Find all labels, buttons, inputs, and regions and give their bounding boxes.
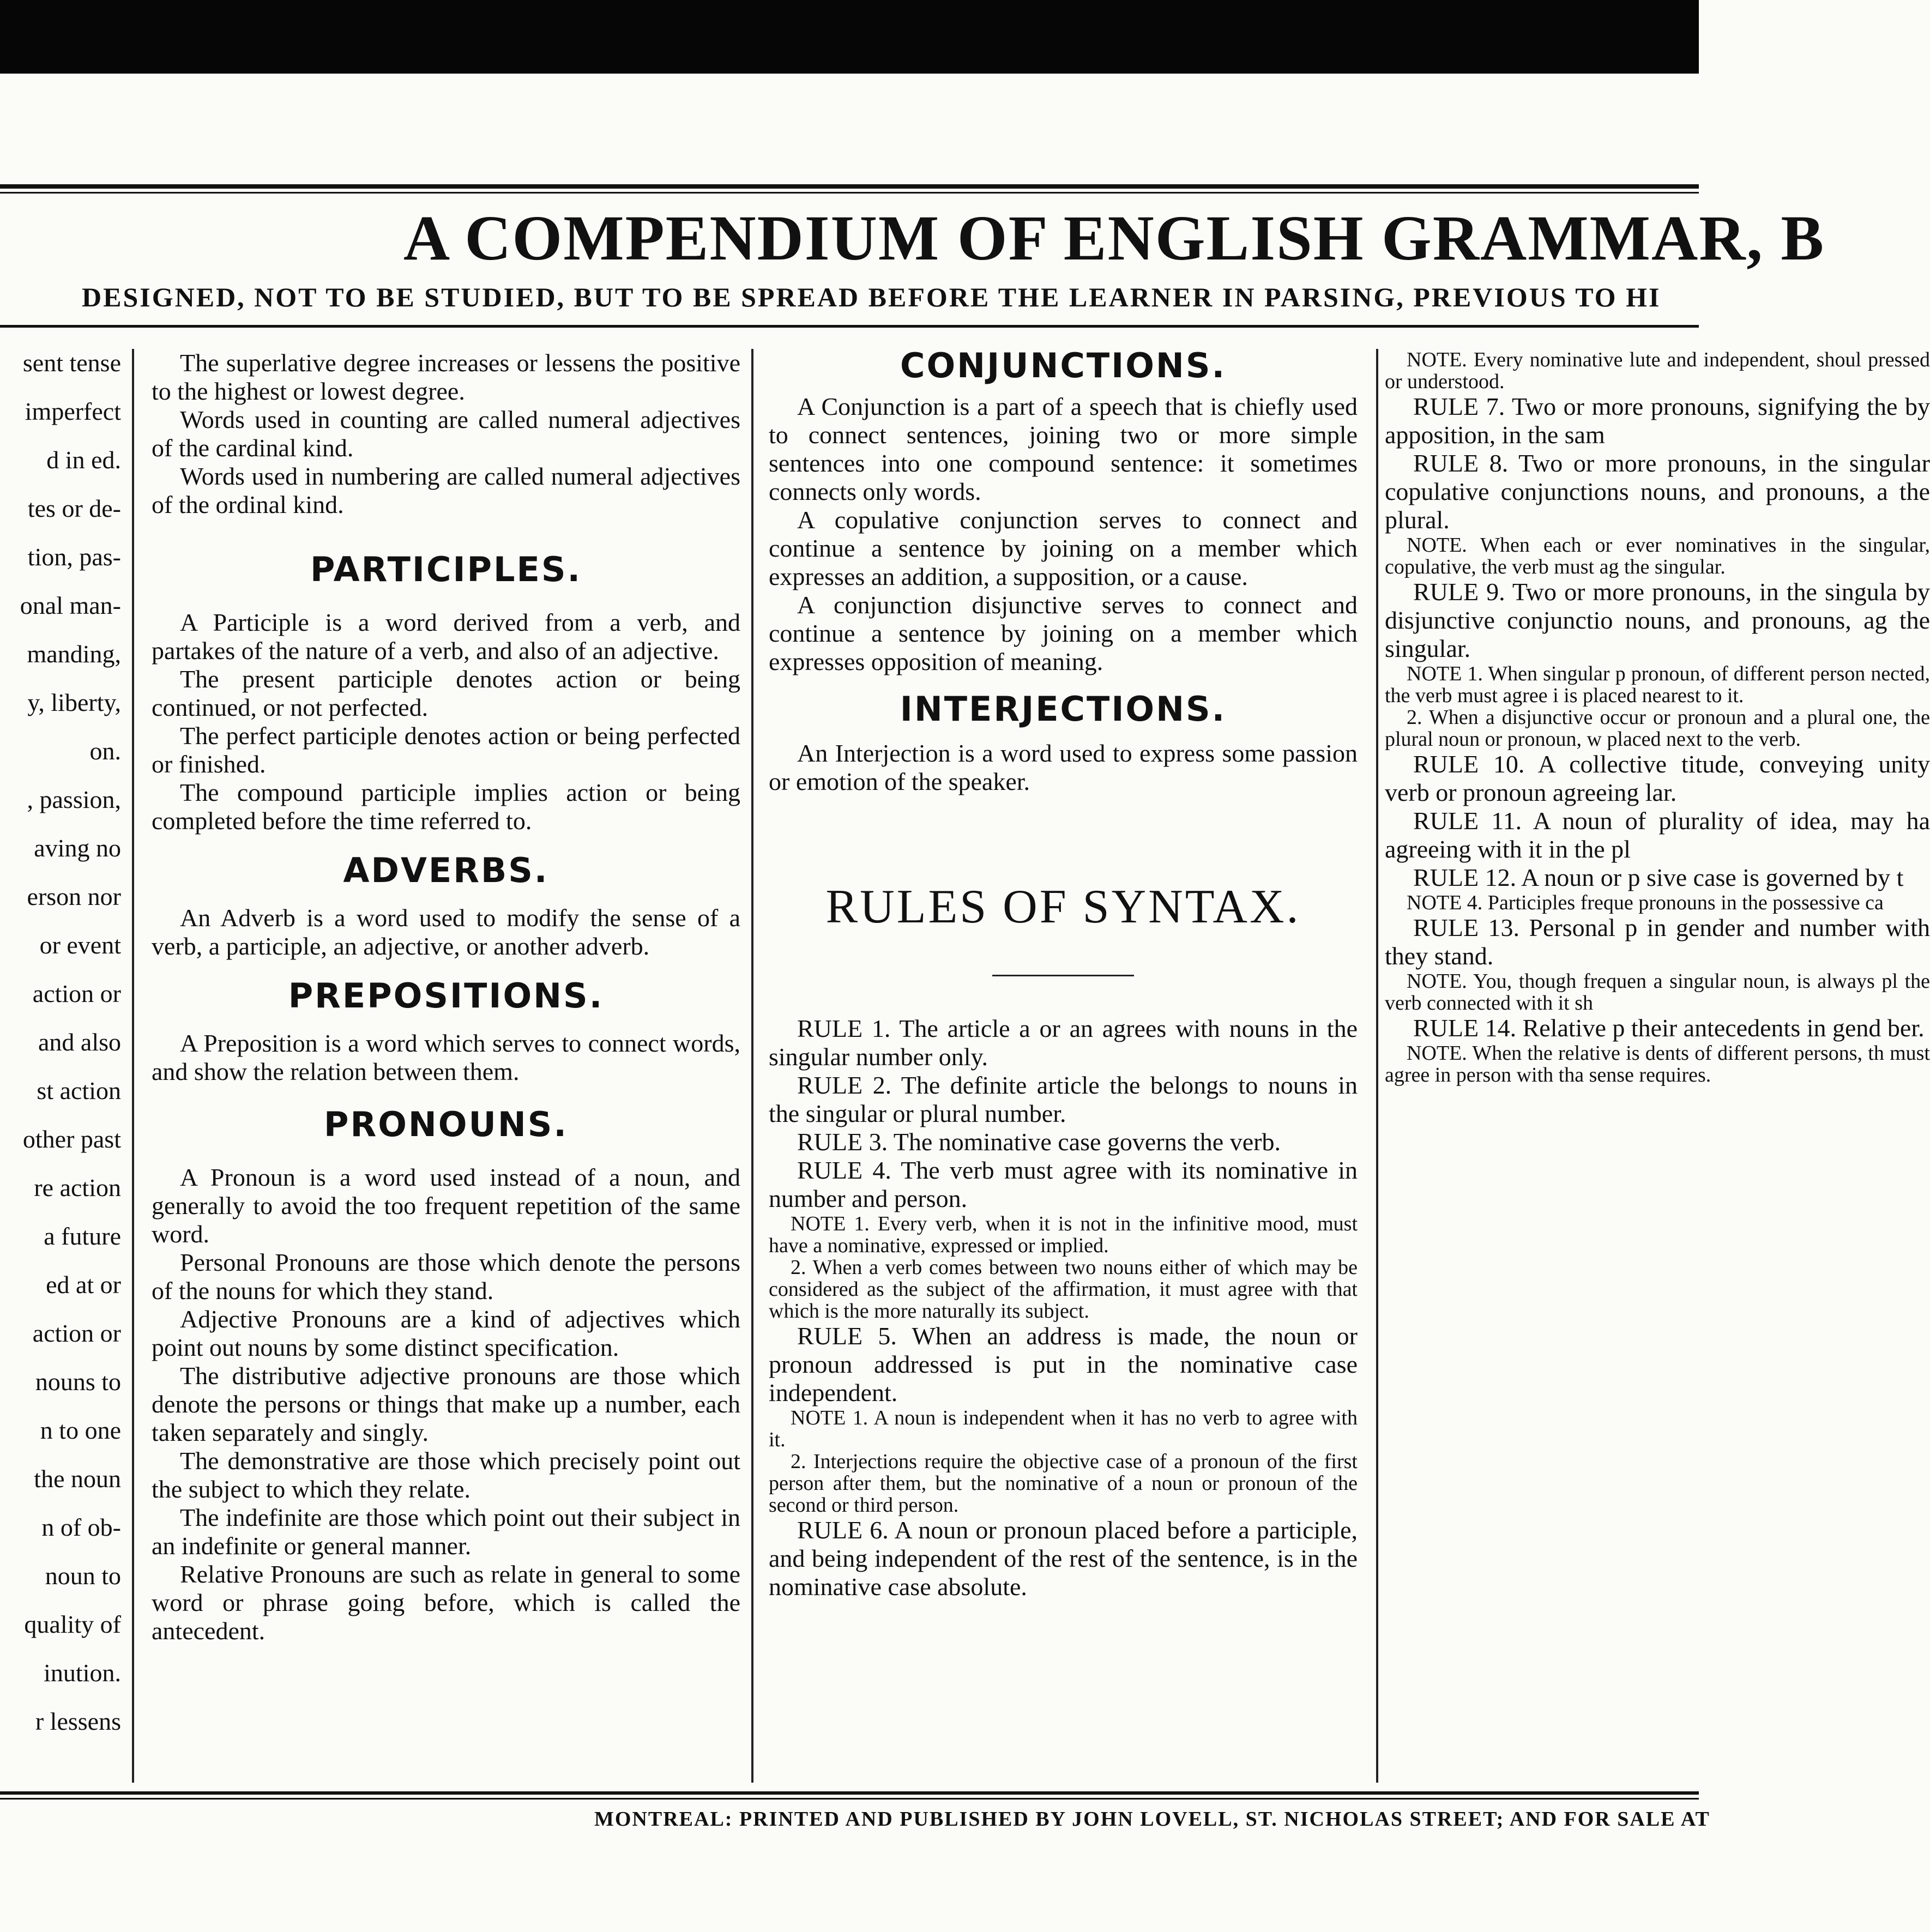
subtitle-rule	[0, 325, 1699, 328]
column-participles	[152, 349, 740, 1788]
paragraph: The perfect participle denotes action or being perfected or finished.	[152, 722, 740, 778]
note: NOTE. You, though frequen a singular noun, is always pl the verb connected with it sh	[1385, 970, 1930, 1015]
fragment-line: sent tense	[22, 349, 121, 377]
section-heading: CONJUNCTIONS.	[900, 346, 1227, 385]
fragment-line: action or	[32, 980, 121, 1007]
rule-paragraph: RULE 11. A noun of plurality of idea, may ha agreeing with it in the pl	[1385, 807, 1930, 863]
column-divider	[132, 349, 134, 1783]
rule-paragraph: RULE 9. Two or more pronouns, in the singula by disjunctive conjunctio nouns, and pronouns, ag the singular.	[1385, 578, 1930, 662]
fragment-line: onal man-	[20, 591, 121, 619]
paragraph: The compound participle implies action or being completed before the time referred to.	[152, 778, 740, 835]
fragment-line: manding,	[27, 640, 121, 668]
top-rule-thin	[0, 192, 1699, 194]
paragraph: A copulative conjunction serves to connect and continue a sentence by joining on a member which expresses an addition, a supposition, or a cause.	[769, 506, 1358, 590]
rule-paragraph: RULE 2. The definite article the belongs to nouns in the singular or plural number.	[769, 1071, 1358, 1127]
page-title: A COMPENDIUM OF ENGLISH GRAMMAR, B	[403, 202, 1825, 274]
section-heading: PRONOUNS.	[324, 1104, 568, 1144]
fragment-line: imperfect	[25, 397, 121, 425]
fragment-line: nouns to	[35, 1368, 121, 1396]
rule-paragraph: RULE 12. A noun or p sive case is governed by t	[1413, 864, 1904, 891]
fragment-line: tes or de-	[27, 494, 121, 522]
rule-paragraph: RULE 3. The nominative case governs the verb.	[797, 1128, 1281, 1156]
fragment-line: and also	[38, 1028, 121, 1056]
column-left-fragment	[0, 349, 121, 1788]
fragment-line: d in ed.	[46, 446, 121, 474]
paragraph: A Preposition is a word which serves to connect words, and show the relation between them.	[152, 1029, 740, 1085]
paragraph: Personal Pronouns are those which denote the persons of the nouns for which they stand.	[152, 1248, 740, 1305]
section-heading: PARTICIPLES.	[310, 550, 582, 589]
fragment-line: st action	[37, 1077, 121, 1104]
rule-paragraph: RULE 6. A noun or pronoun placed before a participle, and being independent of the rest of the sentence, is in the nominative case absolute.	[769, 1516, 1358, 1601]
note: 2. Interjections require the objective case of a pronoun of the first person after them, but the nominative of a noun or pronoun of the second or third person.	[769, 1450, 1358, 1517]
rule-paragraph: RULE 5. When an address is made, the noun or pronoun addressed is put in the nominative case independent.	[769, 1322, 1358, 1406]
rule-paragraph: RULE 4. The verb must agree with its nominative in number and person.	[769, 1156, 1358, 1212]
bottom-rule	[0, 1791, 1699, 1795]
fragment-line: a future	[44, 1222, 121, 1250]
note: NOTE. When each or ever nominatives in the singular, copulative, the verb must ag the singular.	[1385, 534, 1930, 578]
fragment-line: noun to	[45, 1562, 121, 1590]
note: NOTE. Every nominative lute and independent, shoul pressed or understood.	[1385, 348, 1930, 393]
note: 2. When a disjunctive occur or pronoun and a plural one, the plural noun or pronoun, w placed next to the verb.	[1385, 706, 1930, 751]
page-subtitle: DESIGNED, NOT TO BE STUDIED, BUT TO BE SPREAD BEFORE THE LEARNER IN PARSING, PREVIOUS TO HI	[82, 282, 1661, 312]
fragment-line: n to one	[40, 1416, 121, 1444]
column-divider	[751, 349, 753, 1783]
rule-paragraph: RULE 14. Relative p their antecedents in gend ber.	[1413, 1014, 1925, 1042]
rule-paragraph: RULE 13. Personal p in gender and number with they stand.	[1385, 914, 1930, 970]
paragraph: A conjunction disjunctive serves to connect and continue a sentence by joining on a member which expresses opposition of meaning.	[769, 591, 1358, 675]
paragraph: A Pronoun is a word used instead of a noun, and generally to avoid the too frequent repetition of the same word.	[152, 1163, 740, 1248]
paragraph: An Interjection is a word used to express some passion or emotion of the speaker.	[769, 739, 1358, 795]
fragment-line: the noun	[34, 1465, 121, 1493]
rule-paragraph: RULE 10. A collective titude, conveying unity verb or pronoun agreeing lar.	[1385, 750, 1930, 806]
imprint: MONTREAL: PRINTED AND PUBLISHED BY JOHN LOVELL, ST. NICHOLAS STREET; AND FOR SALE AT	[594, 1808, 1710, 1831]
fragment-line: y, liberty,	[27, 689, 121, 716]
fragment-line: erson nor	[27, 883, 121, 910]
paragraph: A Conjunction is a part of a speech that is chiefly used to connect sentences, joining two or more simple sentences into one compound sentence: it sometimes connects only words.	[769, 393, 1358, 505]
column-rules-continued	[1385, 348, 1930, 1788]
note: NOTE 1. When singular p pronoun, of different person nected, the verb must agree i is placed nearest to it.	[1385, 662, 1930, 707]
note: NOTE 1. Every verb, when it is not in the infinitive mood, must have a nominative, expressed or implied.	[769, 1212, 1358, 1257]
fragment-line: quality of	[24, 1610, 121, 1638]
fragment-line: n of ob-	[41, 1513, 121, 1541]
section-heading: ADVERBS.	[343, 850, 549, 890]
paragraph: The demonstrative are those which precisely point out the subject to which they relate.	[152, 1447, 740, 1503]
fragment-line: inution.	[44, 1659, 121, 1687]
note: 2. When a verb comes between two nouns either of which may be considered as the subject of the affirmation, it must agree with that which is the more naturally its subject.	[769, 1256, 1358, 1323]
section-heading: RULES OF SYNTAX.	[825, 880, 1301, 933]
paragraph: An Adverb is a word used to modify the sense of a verb, a participle, an adjective, or another adverb.	[152, 904, 740, 960]
paragraph: Words used in numbering are called numeral adjectives of the ordinal kind.	[152, 462, 740, 518]
fragment-line: , passion,	[27, 786, 121, 813]
fragment-line: r lessens	[35, 1707, 121, 1735]
fragment-line: re action	[34, 1174, 121, 1202]
column-divider	[1376, 349, 1378, 1783]
scan-border	[0, 0, 1699, 74]
fragment-line: action or	[32, 1319, 121, 1347]
rule-paragraph: RULE 1. The article a or an agrees with nouns in the singular number only.	[769, 1015, 1358, 1071]
section-heading: INTERJECTIONS.	[900, 689, 1227, 729]
fragment-line: ed at or	[46, 1271, 121, 1299]
paragraph: The indefinite are those which point out their subject in an indefinite or general manner.	[152, 1504, 740, 1560]
paragraph: Relative Pronouns are such as relate in general to some word or phrase going before, which is called the antecedent.	[152, 1560, 740, 1645]
fragment-list	[0, 349, 121, 1736]
paragraph: The distributive adjective pronouns are those which denote the persons or things that make up a number, each taken separately and singly.	[152, 1362, 740, 1446]
fragment-line: other past	[22, 1125, 121, 1153]
paragraph: A Participle is a word derived from a verb, and partakes of the nature of a verb, and also of an adjective.	[152, 608, 740, 665]
fragment-line: or event	[39, 931, 121, 959]
paragraph: The present participle denotes action or being continued, or not perfected.	[152, 665, 740, 721]
rule-paragraph: RULE 7. Two or more pronouns, signifying the by apposition, in the sam	[1385, 393, 1930, 449]
paragraph: Adjective Pronouns are a kind of adjectives which point out nouns by some distinct specification.	[152, 1305, 740, 1361]
note: NOTE 1. A noun is independent when it has no verb to agree with it.	[769, 1406, 1358, 1451]
rule-paragraph: RULE 8. Two or more pronouns, in the singular copulative conjunctions nouns, and pronouns, a the plural.	[1385, 449, 1930, 534]
paragraph: Words used in counting are called numeral adjectives of the cardinal kind.	[152, 406, 740, 462]
fragment-line: aving no	[34, 834, 121, 862]
fragment-line: on.	[89, 737, 121, 765]
bottom-rule-thin	[0, 1798, 1699, 1800]
note: NOTE. When the relative is dents of different persons, th must agree in person with tha sense requires.	[1385, 1042, 1930, 1086]
note: NOTE 4. Participles freque pronouns in the possessive ca	[1407, 891, 1884, 914]
paragraph: The superlative degree increases or lessens the positive to the highest or lowest degree.	[152, 349, 740, 405]
section-heading: PREPOSITIONS.	[288, 976, 604, 1016]
top-rule	[0, 184, 1699, 189]
column-conjunctions	[769, 346, 1358, 1788]
fragment-line: tion, pas-	[27, 543, 121, 571]
